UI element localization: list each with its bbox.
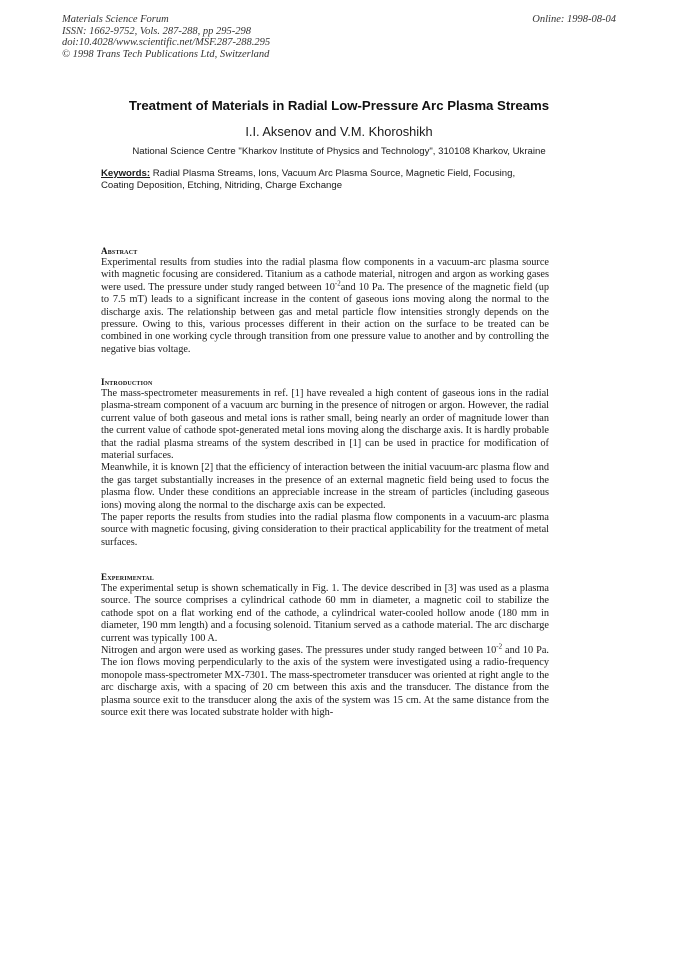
doi-line: doi:10.4028/www.scientific.net/MSF.287-288.295 — [62, 37, 271, 48]
affiliation: National Science Centre "Kharkov Institute of Physics and Technology", 310108 Kharkov, Ukraine — [132, 146, 546, 157]
experimental-paragraph-1: The experimental setup is shown schematically in Fig. 1. The device described in [3] was used as a plasma source. The source comprises a cylindrical cathode 60 mm in diameter, a magnetic coil to stabilize the cathode spot on a flat working end of the cathode, a cylindrical water-cooled hollow anode (180 mm in diameter, 190 mm length) and a focusing solenoid. Titanium served as a cathode material. The arc discharge current was typically 100 A. — [101, 583, 549, 644]
introduction-section — [101, 377, 549, 549]
issn-line: ISSN: 1662-9752, Vols. 287-288, pp 295-298 — [62, 25, 251, 37]
paper-authors: I.I. Aksenov and V.M. Khoroshikh — [245, 124, 433, 139]
journal-header — [62, 14, 616, 60]
intro-paragraph-2: Meanwhile, it is known [2] that the efficiency of interaction between the initial vacuum-arc plasma flow and the gas target substantially increases in the presence of an external magnetic field being used to focus the plasma flow. Under these conditions an appreciable increase in the stream of particles (including gaseous ions) moving along the normal to the discharge axis can be expected. — [101, 462, 549, 511]
abstract-text-b: and 10 Pa. The presence of the magnetic field (up to 7.5 mT) leads to a significant increase in the content of gaseous ions moving along the normal to the discharge axis. The relationship between gas and metal particle flow intensities strongly depends on the pressure. Owing to this, various processes different in their action on the surface to be treated can be combined in one working cycle through transition from one pressure value to another and by controlling the negative bias voltage. — [101, 281, 550, 355]
experimental-heading: Experimental — [101, 572, 154, 582]
experimental-section — [101, 572, 549, 719]
keywords-label: Keywords: — [101, 168, 151, 179]
abstract-heading: Abstract — [101, 246, 138, 256]
online-date: Online: 1998-08-04 — [532, 14, 616, 25]
keywords-block — [101, 168, 548, 193]
intro-paragraph-3: The paper reports the results from studies into the radial plasma flow components in a vacuum-arc plasma source with magnetic focusing, giving consideration to their practical applicability for the treatment of metal surfaces. — [101, 512, 549, 548]
introduction-heading: Introduction — [101, 377, 153, 387]
experimental-sup: -2 — [496, 642, 503, 651]
copyright-line: © 1998 Trans Tech Publications Ltd, Switzerland — [62, 48, 270, 60]
keywords-text: Radial Plasma Streams, Ions, Vacuum Arc Plasma Source, Magnetic Field, Focusing, Coating Deposition, Etching, Nitriding, Charge Exchange — [101, 168, 516, 192]
experimental-paragraph-2 — [101, 642, 549, 719]
experimental-text-a: Nitrogen and argon were used as working gases. The pressures under study ranged between 10 — [101, 645, 497, 657]
abstract-sup: -2 — [334, 279, 341, 288]
abstract-paragraph — [101, 257, 549, 356]
paper-title: Treatment of Materials in Radial Low-Pressure Arc Plasma Streams — [128, 98, 550, 113]
experimental-text-b: and 10 Pa. The ion flows moving perpendicularly to the axis of the system were investigated using a radio-frequency monopole mass-spectrometer MX-7301. The mass-spectrometer transducer was oriented at right angle to the arc discharge axis, with a spacing of 20 cm between this axis and the transducer. The distance from the plasma source exit to the transducer along the axis of the system was 15 cm. At the same distance from the source exit there was located substrate holder with high- — [101, 645, 549, 719]
intro-paragraph-1: The mass-spectrometer measurements in ref. [1] have revealed a high content of gaseous ions in the radial plasma-stream component of a vacuum arc burning in the presence of nitrogen or argon. However, the radial current value of both gaseous and metal ions is rather small, being nearly an order of magnitude lower than the current value of cathode spot-generated metal ions moving along the discharge axis. It is hardly probable that the radial plasma streams of the system described in [1] can be used in practice for modification of material surfaces. — [101, 388, 549, 462]
journal-name: Materials Science Forum — [62, 14, 169, 25]
abstract-text-a: Experimental results from studies into the radial plasma flow components in a vacuum-arc plasma source with magnetic focusing are considered. Titanium as a cathode material, nitrogen and argon as working gases were used. The pressure under study ranged between 10 — [101, 257, 549, 293]
abstract-section — [101, 246, 549, 356]
